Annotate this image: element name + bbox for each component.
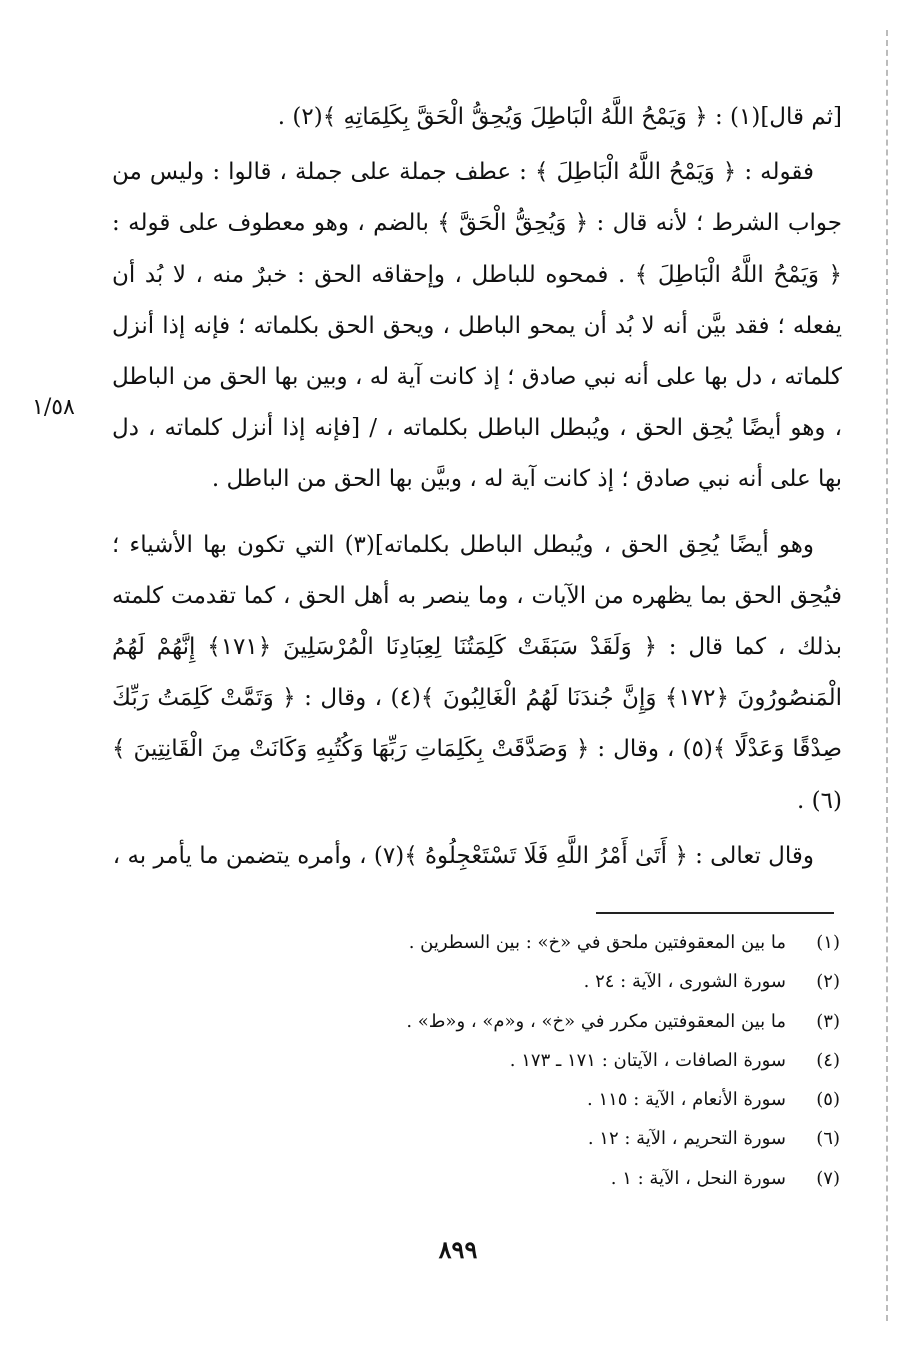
- footnote-text: سورة التحريم ، الآية : ١٢ .: [587, 1128, 786, 1150]
- footnote-item: [200, 932, 840, 971]
- footnote-number: (٣): [816, 1010, 840, 1032]
- manuscript-folio-reference: ١/٥٨: [32, 395, 75, 420]
- page-number: ٨٩٩: [438, 1235, 478, 1264]
- footnote-item: [200, 1050, 840, 1089]
- paragraph-1: [ثم قال](١) : ﴿ وَيَمْحُ اللَّهُ الْبَاطِلَ وَيُحِقُّ الْحَقَّ بِكَلِمَاتِهِ ﴾(٢) .: [277, 104, 842, 130]
- footnote-text: سورة الأنعام ، الآية : ١١٥ .: [587, 1089, 786, 1111]
- footnote-item: [200, 971, 840, 1010]
- footnote-number: (٧): [816, 1167, 840, 1189]
- paragraph-4: وقال تعالى : ﴿ أَتَىٰ أَمْرُ اللَّهِ فَلَا تَسْتَعْجِلُوهُ ﴾(٧) ، وأمره يتضمن ما يأمر به ،: [112, 842, 814, 869]
- footnote-text: سورة النحل ، الآية : ١ .: [610, 1167, 786, 1189]
- footnote-item: [200, 1168, 840, 1207]
- footnote-text: ما بين المعقوفتين مكرر في «خ» ، و«م» ، و«ط» .: [406, 1010, 786, 1032]
- paragraph-3: وهو أيضًا يُحِق الحق ، ويُبطل الباطل بكلماته](٣) التي تكون بها الأشياء ؛ فيُحِق الحق بما يظهره من الآيات ، وما ينصر به أهل الحق ، كما تقدمت كلمته بذلك ، كما قال : ﴿ وَلَقَدْ سَبَقَتْ كَلِمَتُنَا لِعِبَادِنَا الْمُرْسَلِينَ ﴿١٧١﴾ إِنَّهُمْ لَهُمُ الْمَنصُورُونَ ﴿١٧٢﴾ وَإِنَّ جُندَنَا لَهُمُ الْغَالِبُونَ ﴾(٤) ، وقال : ﴿ وَتَمَّتْ كَلِمَتُ رَبِّكَ صِدْقًا وَعَدْلًا ﴾(٥) ، وقال : ﴿ وَصَدَّقَتْ بِكَلِمَاتِ رَبِّهَا وَكُتُبِهِ وَكَانَتْ مِنَ الْقَانِتِينَ ﴾(٦) .: [112, 531, 843, 814]
- footnote-number: (٦): [816, 1128, 840, 1150]
- paragraph-2: فقوله : ﴿ وَيَمْحُ اللَّهُ الْبَاطِلَ ﴾ : عطف جملة على جملة ، قالوا : وليس من جواب الشرط ؛ لأنه قال : ﴿ وَيُحِقُّ الْحَقَّ ﴾ بالضم ، وهو معطوف على قوله : ﴿ وَيَمْحُ اللَّهُ الْبَاطِلَ ﴾ . فمحوه للباطل ، وإحقاقه الحق : خبرٌ منه ، لا بُد أن يفعله ؛ فقد بيَّن أنه لا بُد أن يمحو الباطل ، ويحق الحق بكلماته ؛ فإنه إذا أنزل كلماته ، دل بها على أنه نبي صادق ؛ إذ كانت آية له ، وبين بها الحق من الباطل ، وهو أيضًا يُحِق الحق ، ويُبطل الباطل بكلماته ، / [فإنه إذا أنزل كلماته ، دل بها على أنه نبي صادق ؛ إذ كانت آية له ، وبيَّن بها الحق من الباطل .: [112, 159, 842, 493]
- footnote-separator: [596, 912, 834, 914]
- footnote-item: [200, 1011, 840, 1050]
- footnote-number: (٥): [816, 1089, 840, 1111]
- footnotes: [200, 932, 840, 1207]
- footnote-number: (٢): [816, 971, 840, 993]
- page-edge-dashed-line: [886, 30, 888, 1321]
- footnote-item: [200, 1128, 840, 1167]
- main-text: [112, 92, 842, 882]
- footnote-number: (١): [816, 932, 840, 953]
- footnote-text: ما بين المعقوفتين ملحق في «خ» : بين السطرين .: [408, 932, 786, 953]
- footnote-item: [200, 1089, 840, 1128]
- footnote-number: (٤): [816, 1049, 840, 1071]
- footnote-text: سورة الشورى ، الآية : ٢٤ .: [583, 971, 786, 993]
- footnote-text: سورة الصافات ، الآيتان : ١٧١ ـ ١٧٣ .: [509, 1049, 786, 1071]
